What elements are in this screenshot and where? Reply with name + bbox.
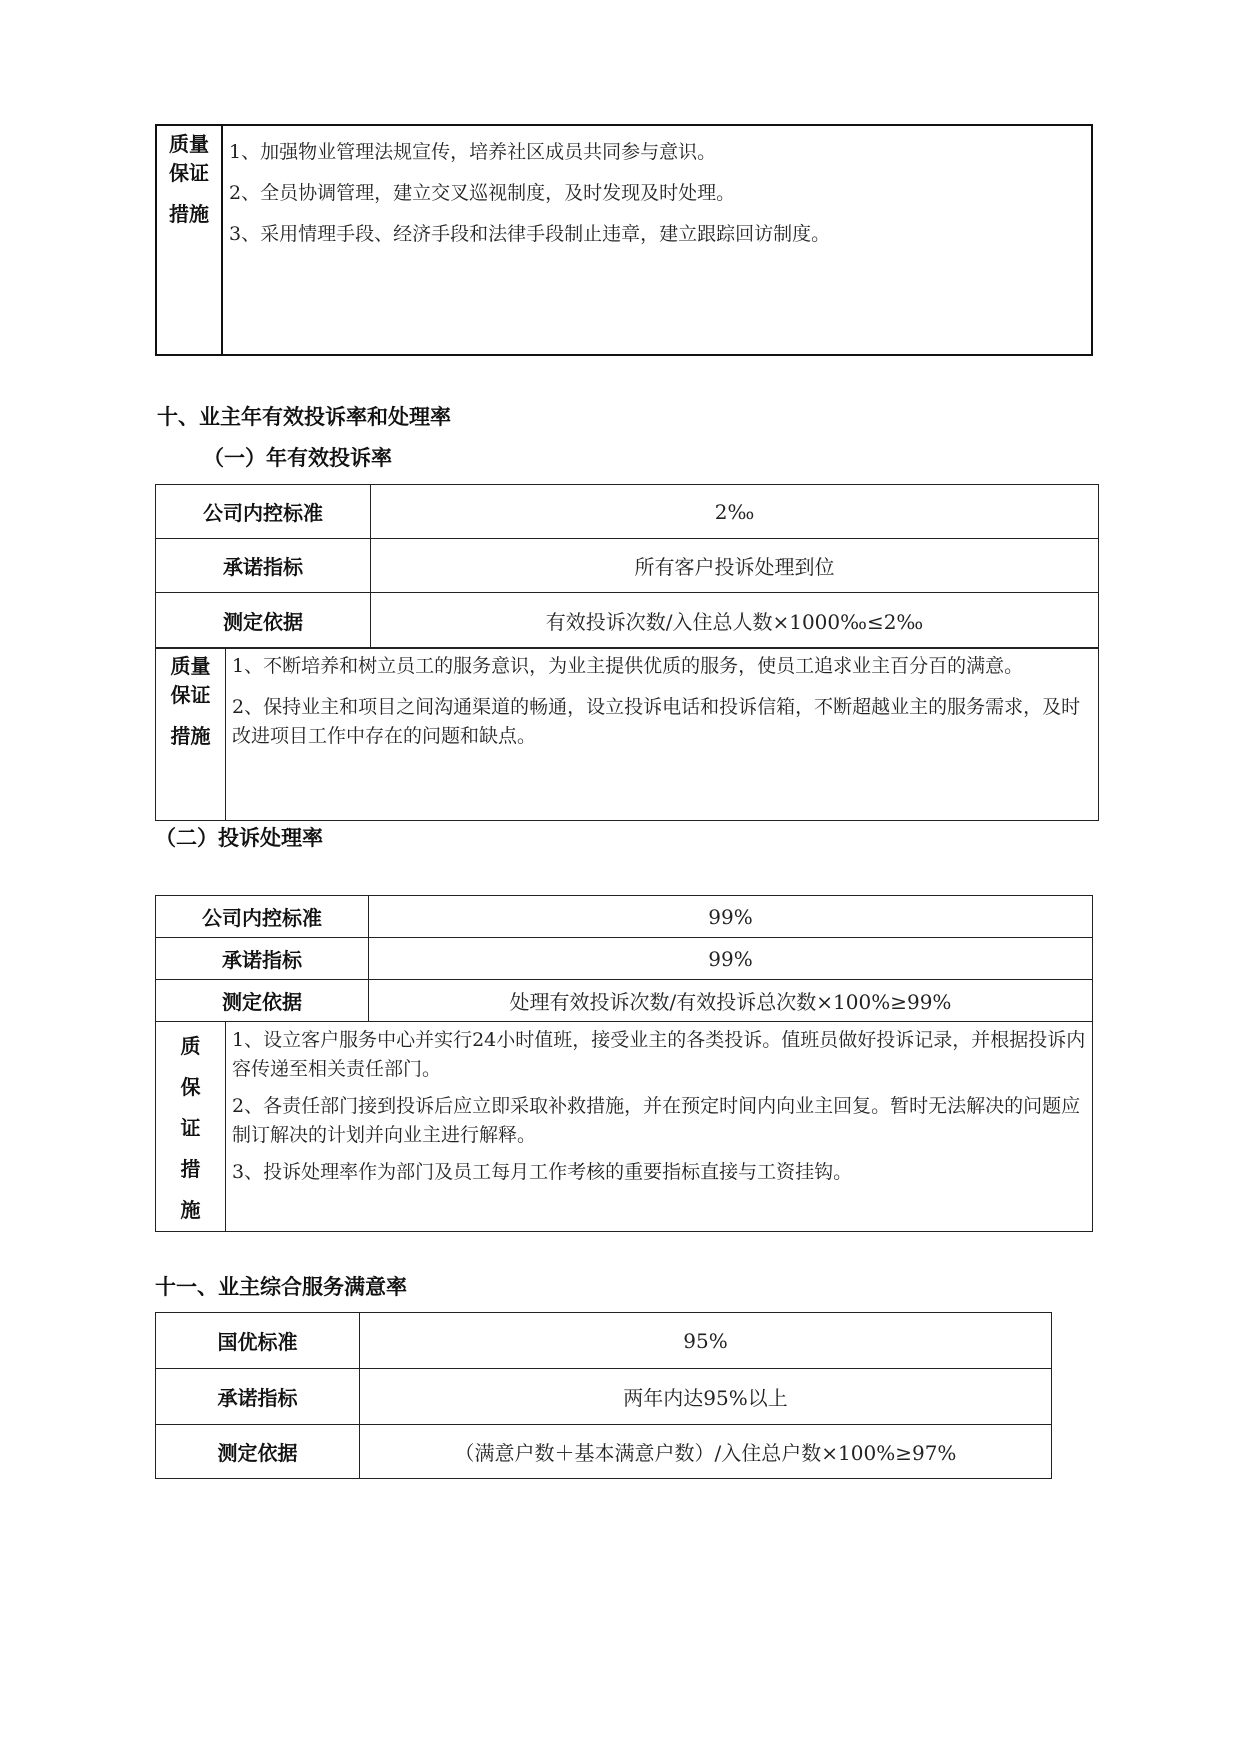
quality-label-line: 保证 [169,161,209,185]
row-label: 公司内控标准 [156,896,369,938]
quality-label-line: 质量 [169,132,209,156]
measure-item: 1、不断培养和树立员工的服务意识，为业主提供优质的服务，使员工追求业主百分百的满意。 [232,655,1024,677]
row-label: 测定依据 [156,980,369,1022]
measure-item: 1、加强物业管理法规宣传，培养社区成员共同参与意识。 [229,141,717,163]
quality-label-line: 保证 [170,683,211,707]
complaint-rate-table [155,484,1099,649]
quality-label-line: 质 [180,1034,201,1058]
quality-label-line: 施 [180,1198,201,1222]
row-label: 公司内控标准 [156,485,371,539]
quality-measures-cell [226,648,1099,821]
quality-label-line: 质量 [170,654,211,678]
row-value: 99% [369,938,1093,980]
row-value: 两年内达95%以上 [360,1369,1052,1425]
section-10-subtitle-2: （二）投诉处理率 [155,826,323,850]
row-value: 处理有效投诉次数/有效投诉总次数×100%≥99% [369,980,1093,1022]
section-10-title: 十、业主年有效投诉率和处理率 [157,405,451,429]
row-label: 承诺指标 [156,1369,360,1425]
row-value: 99% [369,896,1093,938]
row-value: 所有客户投诉处理到位 [371,539,1099,593]
measure-item: 3、投诉处理率作为部门及员工每月工作考核的重要指标直接与工资挂钩。 [232,1161,853,1183]
row-value: （满意户数＋基本满意户数）/入住总户数×100%≥97% [360,1425,1052,1479]
row-label: 国优标准 [156,1313,360,1369]
complaint-handling-measures-table [155,1021,1093,1232]
quality-assurance-label [156,125,222,355]
satisfaction-rate-table [155,1312,1052,1479]
quality-label-line: 措施 [169,202,209,226]
measure-item: 2、保持业主和项目之间沟通渠道的畅通，设立投诉电话和投诉信箱，不断超越业主的服务需求，及时改进项目工作中存在的问题和缺点。 [232,696,1081,747]
row-label: 承诺指标 [156,938,369,980]
row-label: 测定依据 [156,1425,360,1479]
quality-label-line: 措施 [170,724,211,748]
row-value: 95% [360,1313,1052,1369]
quality-measures-table-1 [155,124,1093,356]
section-10-subtitle-1: （一）年有效投诉率 [203,446,392,470]
row-label: 承诺指标 [156,539,371,593]
complaint-rate-measures-table [155,647,1099,821]
section-11-title: 十一、业主综合服务满意率 [155,1275,407,1299]
quality-assurance-label [156,648,226,821]
quality-label-line: 保 [180,1075,201,1099]
row-label: 测定依据 [156,593,371,649]
measure-item: 3、采用情理手段、经济手段和法律手段制止违章，建立跟踪回访制度。 [229,223,831,245]
measure-item: 1、设立客户服务中心并实行24小时值班，接受业主的各类投诉。值班员做好投诉记录，并根据投诉内容传递至相关责任部门。 [232,1029,1086,1080]
quality-measures-cell [222,125,1092,355]
quality-assurance-label [156,1022,226,1232]
quality-measures-cell [226,1022,1093,1232]
measure-item: 2、各责任部门接到投诉后应立即采取补救措施，并在预定时间内向业主回复。暂时无法解决的问题应制订解决的计划并向业主进行解释。 [232,1095,1081,1146]
measure-item: 2、全员协调管理，建立交叉巡视制度，及时发现及时处理。 [229,182,736,204]
quality-label-line: 措 [180,1157,201,1181]
complaint-handling-table [155,895,1093,1022]
quality-label-line: 证 [180,1116,201,1140]
row-value: 有效投诉次数/入住总人数×1000‰≤2‰ [371,593,1099,649]
row-value: 2‰ [371,485,1099,539]
